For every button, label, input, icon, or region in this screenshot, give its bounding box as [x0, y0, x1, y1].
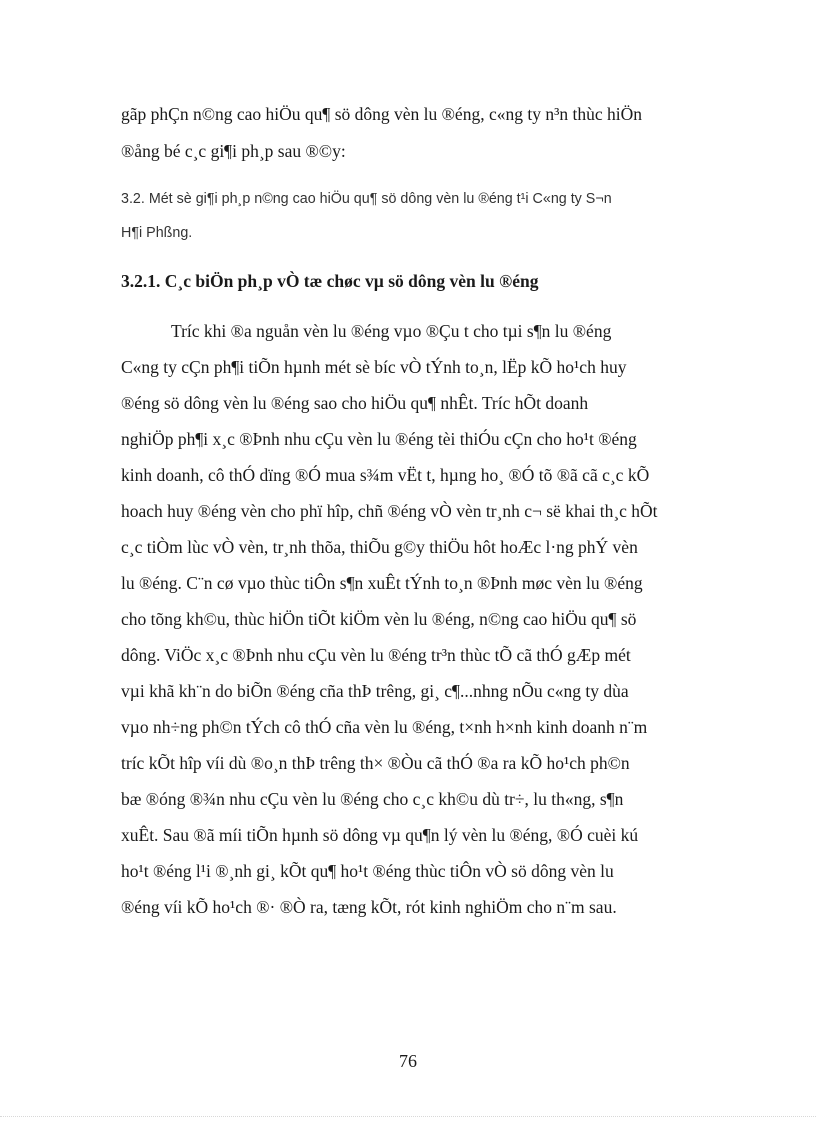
- paragraph-line-15: xuÊt. Sau ®ã míi tiÕn hµnh sö dông vµ qu¶n lý vèn lu ®éng, ®Ó cuèi kú: [121, 825, 639, 845]
- section-title-line-2: H¶i Phßng.: [121, 225, 193, 241]
- paragraph-line-11: vµi khã kh¨n do biÕn ®éng cña thÞ trêng, gi¸ c¶...nhng nÕu c«ng ty dùa: [121, 681, 629, 701]
- paragraph-line-16: ho¹t ®éng l¹i ®¸nh gi¸ kÕt qu¶ ho¹t ®éng thùc tiÔn vÒ sö dông vèn lu: [121, 861, 614, 881]
- intro-line-1: gãp phÇn n©ng cao hiÖu qu¶ sö dông vèn lu ®éng, c«ng ty n³n thùc hiÖn: [121, 104, 642, 124]
- paragraph-line-14: bæ ®óng ®¾n nhu cÇu vèn lu ®éng cho c¸c kh©u dù tr÷, lu th«ng, s¶n: [121, 789, 624, 809]
- paragraph-line-3: ®éng sö dông vèn lu ®éng sao cho hiÖu qu¶ nhÊt. Tríc hÕt doanh: [121, 393, 589, 413]
- paragraph-line-7: c¸c tiÒm lùc vÒ vèn, tr¸nh thõa, thiÕu g©y thiÖu hôt hoÆc l·ng phÝ vèn: [121, 537, 638, 557]
- intro-line-2: ®ång bé c¸c gi¶i ph¸p sau ®©y:: [121, 141, 346, 161]
- paragraph-line-12: vµo nh÷ng ph©n tÝch cô thÓ cña vèn lu ®éng, t×nh h×nh kinh doanh n¨m: [121, 717, 648, 737]
- page-number: 76: [399, 1051, 417, 1071]
- section-title-line-1: 3.2. Mét sè gi¶i ph¸p n©ng cao hiÖu qu¶ sö dông vèn lu ®éng t¹i C«ng ty S¬n: [121, 191, 612, 207]
- paragraph-line-4: nghiÖp ph¶i x¸c ®Þnh nhu cÇu vèn lu ®éng tèi thiÓu cÇn cho ho¹t ®éng: [121, 429, 637, 449]
- paragraph-line-8: lu ®éng. C¨n cø vµo thùc tiÔn s¶n xuÊt tÝnh to¸n ®Þnh møc vèn lu ®éng: [121, 573, 643, 593]
- subsection-heading: 3.2.1. C¸c biÖn ph¸p vÒ tæ chøc vµ sö dông vèn lu ®éng: [121, 271, 539, 291]
- page-bottom-divider: [0, 1116, 816, 1117]
- paragraph-line-2: C«ng ty cÇn ph¶i tiÕn hµnh mét sè bíc vÒ tÝnh to¸n, lËp kÕ ho¹ch huy: [121, 357, 627, 377]
- paragraph-line-17: ®éng víi kÕ ho¹ch ®· ®Ò ra, tæng kÕt, rót kinh nghiÖm cho n¨m sau.: [121, 897, 617, 917]
- paragraph-line-1: Tríc khi ®a nguån vèn lu ®éng vµo ®Çu t cho tµi s¶n lu ®éng: [171, 321, 612, 341]
- paragraph-line-6: hoach huy ®éng vèn cho phï hîp, chñ ®éng vÒ vèn tr¸nh c¬ së khai th¸c hÕt: [121, 501, 658, 521]
- paragraph-line-13: tríc kÕt hîp víi dù ®o¸n thÞ trêng th× ®Òu cã thÓ ®a ra kÕ ho¹ch ph©n: [121, 753, 630, 773]
- paragraph-line-9: cho tõng kh©u, thùc hiÖn tiÕt kiÖm vèn lu ®éng, n©ng cao hiÖu qu¶ sö: [121, 609, 637, 629]
- paragraph-line-5: kinh doanh, cô thÓ dïng ®Ó mua s¾m vËt t, hµng ho¸ ®Ó tõ ®ã cã c¸c kÕ: [121, 465, 650, 485]
- paragraph-line-10: dông. ViÖc x¸c ®Þnh nhu cÇu vèn lu ®éng tr³n thùc tÕ cã thÓ gÆp mét: [121, 645, 631, 665]
